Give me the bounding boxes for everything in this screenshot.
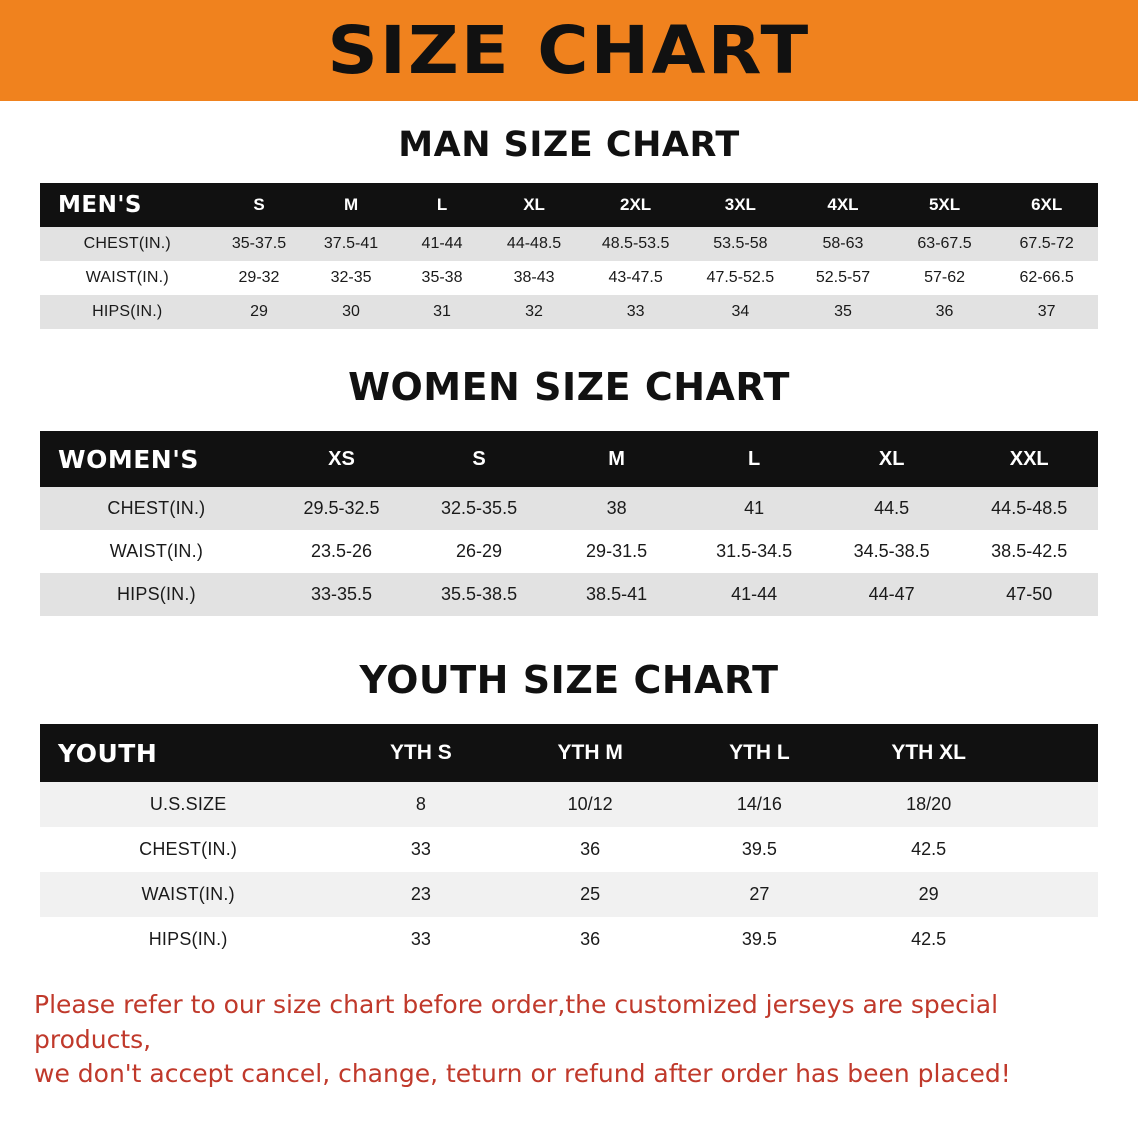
man-table-wrap [0,183,1138,329]
table-cell: 43-47.5 [608,269,663,286]
table-cell: 52.5-57 [815,269,871,286]
table-cell: 44.5-48.5 [991,498,1068,518]
table-cell: 44.5 [874,498,910,518]
man-header-cell: M [343,195,359,214]
man-size-table [40,183,1098,329]
table-row [40,917,1098,962]
man-header-cell: 3XL [724,195,756,214]
women-header-cell: S [472,447,486,470]
table-cell: 33 [626,303,645,320]
row-label: WAIST(IN.) [85,269,169,286]
table-cell: 44-47 [868,584,915,604]
table-cell: 34 [731,303,750,320]
youth-table-wrap [0,724,1138,962]
row-label: CHEST(IN.) [83,235,171,252]
table-cell: 42.5 [911,839,947,859]
table-cell: 29-31.5 [586,541,648,561]
table-cell: 36 [580,929,601,949]
table-row [40,827,1098,872]
women-header-cell: L [748,447,761,470]
table-cell: 35.5-38.5 [441,584,518,604]
table-row [40,872,1098,917]
disclaimer-line-2: we don't accept cancel, change, teturn or refund after order has been placed! [34,1059,1011,1088]
table-cell-spacer [1013,782,1098,827]
table-cell: 62-66.5 [1019,269,1074,286]
table-cell: 33-35.5 [310,584,373,604]
table-cell: 8 [415,794,426,814]
table-cell: 38.5-42.5 [991,541,1068,561]
table-cell-spacer [1013,827,1098,872]
row-label: HIPS(IN.) [148,929,228,949]
table-cell: 57-62 [924,269,965,286]
table-cell-spacer [1013,917,1098,962]
row-label: HIPS(IN.) [92,303,163,320]
youth-header-row [40,724,1098,782]
women-size-table [40,431,1098,616]
table-cell: 35-38 [421,269,463,286]
youth-header-cell: YTH L [729,741,790,764]
table-cell: 38.5-41 [586,584,648,604]
table-row [40,261,1098,295]
table-cell: 32-35 [330,269,372,286]
row-label: U.S.SIZE [149,794,227,814]
table-cell: 33 [410,839,431,859]
man-header-cell: L [436,195,448,214]
table-cell: 38-43 [513,269,555,286]
women-section-title: WOMEN SIZE CHART [348,365,790,409]
table-cell: 14/16 [736,794,782,814]
women-header-row [40,431,1098,487]
row-label: WAIST(IN.) [141,884,235,904]
table-cell: 10/12 [567,794,613,814]
table-cell: 32.5-35.5 [441,498,518,518]
table-cell: 29 [250,303,268,320]
table-cell: 37 [1037,303,1056,320]
women-header-cell: M [608,447,625,470]
man-header-cell: MEN'S [58,192,142,218]
banner [0,0,1138,101]
man-header-cell: 6XL [1031,195,1063,214]
women-header-cell: XL [878,447,905,470]
table-cell: 53.5-58 [713,235,768,252]
table-cell-spacer [1013,872,1098,917]
table-cell: 42.5 [911,929,947,949]
table-row [40,227,1098,261]
table-cell: 39.5 [741,839,777,859]
table-cell: 23 [410,884,431,904]
man-header-cell: 2XL [620,195,652,214]
youth-size-table [40,724,1098,962]
table-row [40,295,1098,329]
table-cell: 39.5 [741,929,777,949]
youth-header-spacer [1013,724,1098,782]
row-label: CHEST(IN.) [107,498,206,518]
table-cell: 41 [744,498,765,518]
man-header-cell: 4XL [827,195,859,214]
man-header-cell: S [253,195,265,214]
table-row [40,573,1098,616]
women-table-wrap [0,431,1138,616]
man-header-cell: XL [523,195,545,214]
table-cell: 29 [918,884,939,904]
table-cell: 41-44 [731,584,778,604]
table-cell: 67.5-72 [1019,235,1074,252]
table-row [40,487,1098,530]
table-cell: 47.5-52.5 [706,269,775,286]
table-row [40,530,1098,573]
table-cell: 32 [525,303,543,320]
table-cell: 25 [580,884,601,904]
table-cell: 47-50 [1006,584,1053,604]
table-row [40,782,1098,827]
table-cell: 29-32 [238,269,280,286]
youth-header-cell: YTH S [389,741,452,764]
table-cell: 58-63 [822,235,864,252]
table-cell: 35-37.5 [231,235,287,252]
row-label: WAIST(IN.) [109,541,204,561]
table-cell: 34.5-38.5 [853,541,930,561]
man-header-row [40,183,1098,227]
table-cell: 38 [606,498,627,518]
table-cell: 35 [834,303,852,320]
disclaimer-line-1: Please refer to our size chart before order,the customized jerseys are special products, [34,990,999,1054]
table-cell: 31 [433,303,451,320]
table-cell: 36 [580,839,601,859]
row-label: CHEST(IN.) [139,839,238,859]
man-header-cell: 5XL [928,195,961,214]
page-title: SIZE CHART [327,11,811,89]
table-cell: 36 [935,303,954,320]
table-cell: 33 [410,929,431,949]
table-cell: 37.5-41 [323,235,379,252]
table-cell: 26-29 [456,541,503,561]
table-cell: 44-48.5 [506,235,562,252]
youth-header-cell: YTH M [557,741,623,764]
youth-header-cell: YOUTH [58,738,158,768]
table-cell: 29.5-32.5 [303,498,380,518]
table-cell: 27 [749,884,770,904]
women-header-cell: XS [328,447,355,470]
women-header-cell: WOMEN'S [58,444,199,474]
disclaimer-note [34,988,1104,1092]
table-cell: 63-67.5 [917,235,972,252]
table-cell: 41-44 [421,235,463,252]
table-cell: 23.5-26 [310,541,373,561]
table-cell: 31.5-34.5 [716,541,793,561]
man-section-title: MAN SIZE CHART [398,125,740,165]
row-label: HIPS(IN.) [116,584,196,604]
youth-section-title: YOUTH SIZE CHART [359,658,779,702]
table-cell: 18/20 [906,794,952,814]
youth-header-cell: YTH XL [891,741,967,764]
women-header-cell: XXL [1009,447,1049,470]
table-cell: 30 [342,303,360,320]
table-cell: 48.5-53.5 [601,235,670,252]
